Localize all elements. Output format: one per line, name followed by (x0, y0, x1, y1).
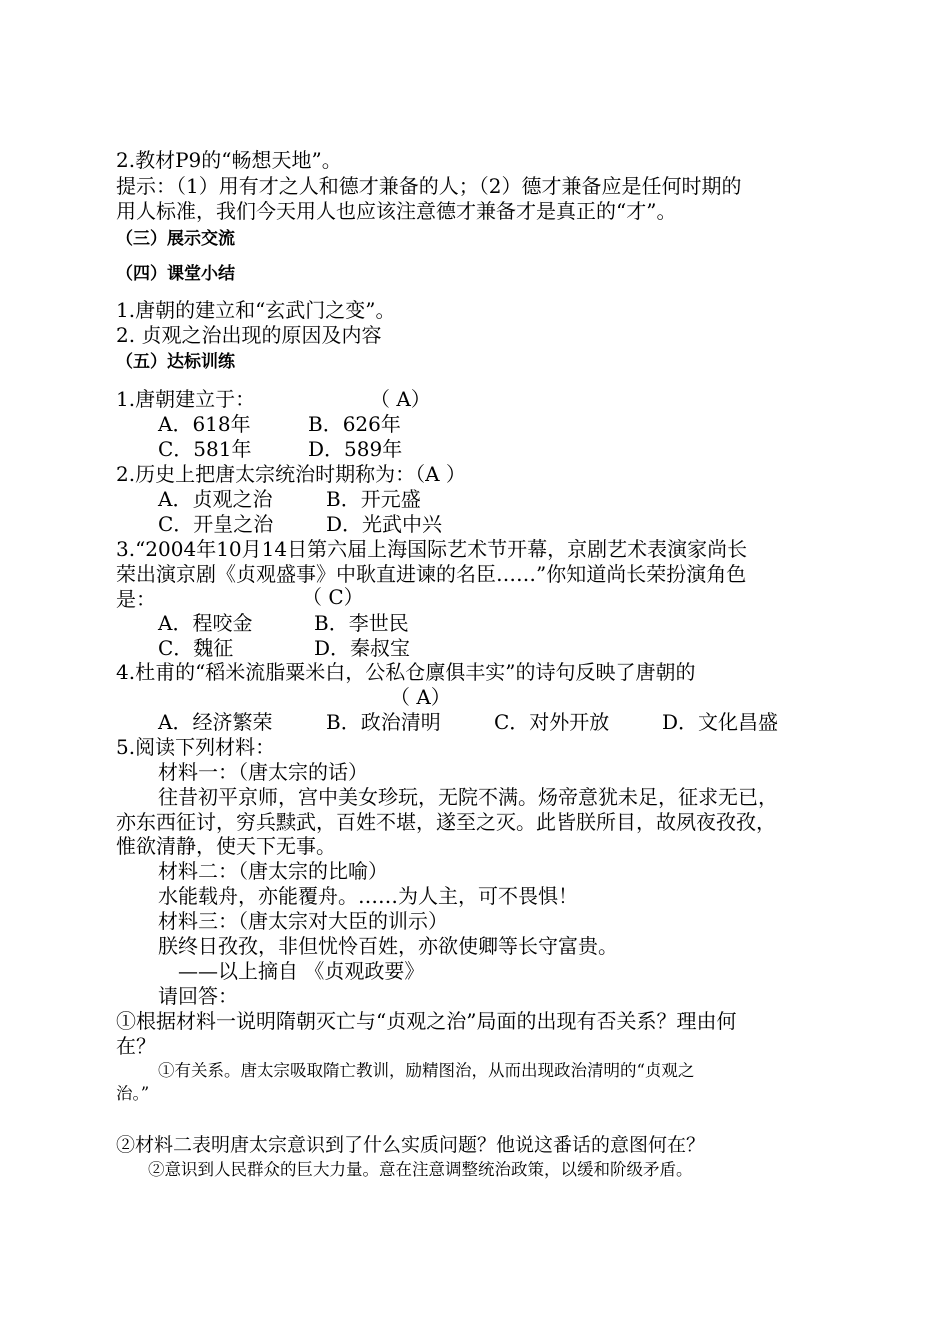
answer-prompt: 请回答： (158, 984, 238, 1008)
material-3-line-1: 朕终日孜孜，非但忧怜百姓，亦欲使卿等长守富贵。 (158, 934, 618, 958)
summary-item-2: 2. 贞观之治出现的原因及内容 (116, 323, 382, 347)
material-1-line-1: 往昔初平京师，宫中美女珍玩，无院不满。炀帝意犹未足，征求无已， (158, 785, 778, 809)
sub-answer-2: ②意识到人民群众的巨大力量。意在注意调整统治政策，以缓和阶级矛盾。 (148, 1160, 693, 1179)
sub-answer-1-line-2: 治。” (116, 1084, 150, 1103)
material-3-title: 材料三：（唐太宗对大臣的训示） (158, 909, 448, 933)
sub-question-1-line-2: 在？ (116, 1034, 156, 1058)
question-3-option-b: B．李世民 (314, 611, 409, 635)
material-2-line-1: 水能载舟，亦能覆舟。……为人主，可不畏惧！ (158, 884, 578, 908)
question-2-option-a: A．贞观之治 (158, 487, 273, 511)
question-4-option-c: C．对外开放 (494, 710, 610, 734)
sub-question-2: ②材料二表明唐太宗意识到了什么实质问题？他说这番话的意图何在？ (116, 1134, 706, 1156)
sub-answer-1-line-1: ①有关系。唐太宗吸取隋亡教训，励精图治，从而出现政治清明的“贞观之 (158, 1061, 695, 1080)
question-2-option-d: D．光武中兴 (326, 512, 443, 536)
question-4: 4.杜甫的“稻米流脂粟米白，公私仓廪俱丰实”的诗句反映了唐朝的 (116, 660, 696, 684)
section-heading-3: （三）展示交流 (116, 229, 235, 249)
question-4-option-d: D．文化昌盛 (662, 710, 779, 734)
question-2-option-c: C．开皇之治 (158, 512, 274, 536)
question-1: 1.唐朝建立于： (116, 387, 256, 411)
question-1-option-d: D．589年 (308, 437, 403, 461)
item-2-title: 2.教材P9的“畅想天地”。 (116, 148, 342, 172)
question-5: 5.阅读下列材料： (116, 735, 276, 759)
material-1-line-3: 惟欲清静，使天下无事。 (116, 834, 336, 858)
question-1-option-a: A．618年 (158, 412, 251, 436)
question-2: 2.历史上把唐太宗统治时期称为：（A ） (116, 462, 466, 486)
section-heading-4: （四）课堂小结 (116, 264, 235, 284)
question-1-answer: （ A） (370, 387, 431, 411)
material-source: ——以上摘自 《贞观政要》 (178, 959, 425, 983)
material-2-title: 材料二：（唐太宗的比喻） (158, 859, 388, 883)
section-heading-5: （五）达标训练 (116, 352, 235, 372)
question-1-option-b: B．626年 (308, 412, 401, 436)
material-1-title: 材料一：（唐太宗的话） (158, 760, 368, 784)
question-3-line-2: 荣出演京剧《贞观盛事》中耿直进谏的名臣……”你知道尚长荣扮演角色 (116, 562, 747, 586)
question-4-option-a: A．经济繁荣 (158, 710, 273, 734)
material-1-line-2: 亦东西征讨，穷兵黩武，百姓不堪，遂至之灭。此皆朕所目，故夙夜孜孜， (116, 810, 776, 834)
question-2-option-b: B．开元盛 (326, 487, 421, 511)
question-3-answer: （ C） (302, 585, 364, 609)
question-1-option-c: C．581年 (158, 437, 252, 461)
question-3-line-1: 3.“2004年10月14日第六届上海国际艺术节开幕，京剧艺术表演家尚长 (116, 537, 748, 561)
hint-line-1: 提示：（1）用有才之人和德才兼备的人；（2）德才兼备应是任何时期的 (116, 174, 742, 198)
question-3-line-3: 是： (116, 587, 156, 611)
sub-question-1-line-1: ①根据材料一说明隋朝灭亡与“贞观之治”局面的出现有否关系？理由何 (116, 1009, 737, 1033)
hint-line-2: 用人标准，我们今天用人也应该注意德才兼备才是真正的“才”。 (116, 199, 677, 223)
question-4-option-b: B．政治清明 (326, 710, 441, 734)
question-4-answer: （ A） (390, 685, 451, 709)
question-3-option-a: A．程咬金 (158, 611, 253, 635)
question-3-option-d: D．秦叔宝 (314, 636, 411, 660)
summary-item-1: 1.唐朝的建立和“玄武门之变”。 (116, 298, 396, 322)
question-3-option-c: C．魏征 (158, 636, 234, 660)
